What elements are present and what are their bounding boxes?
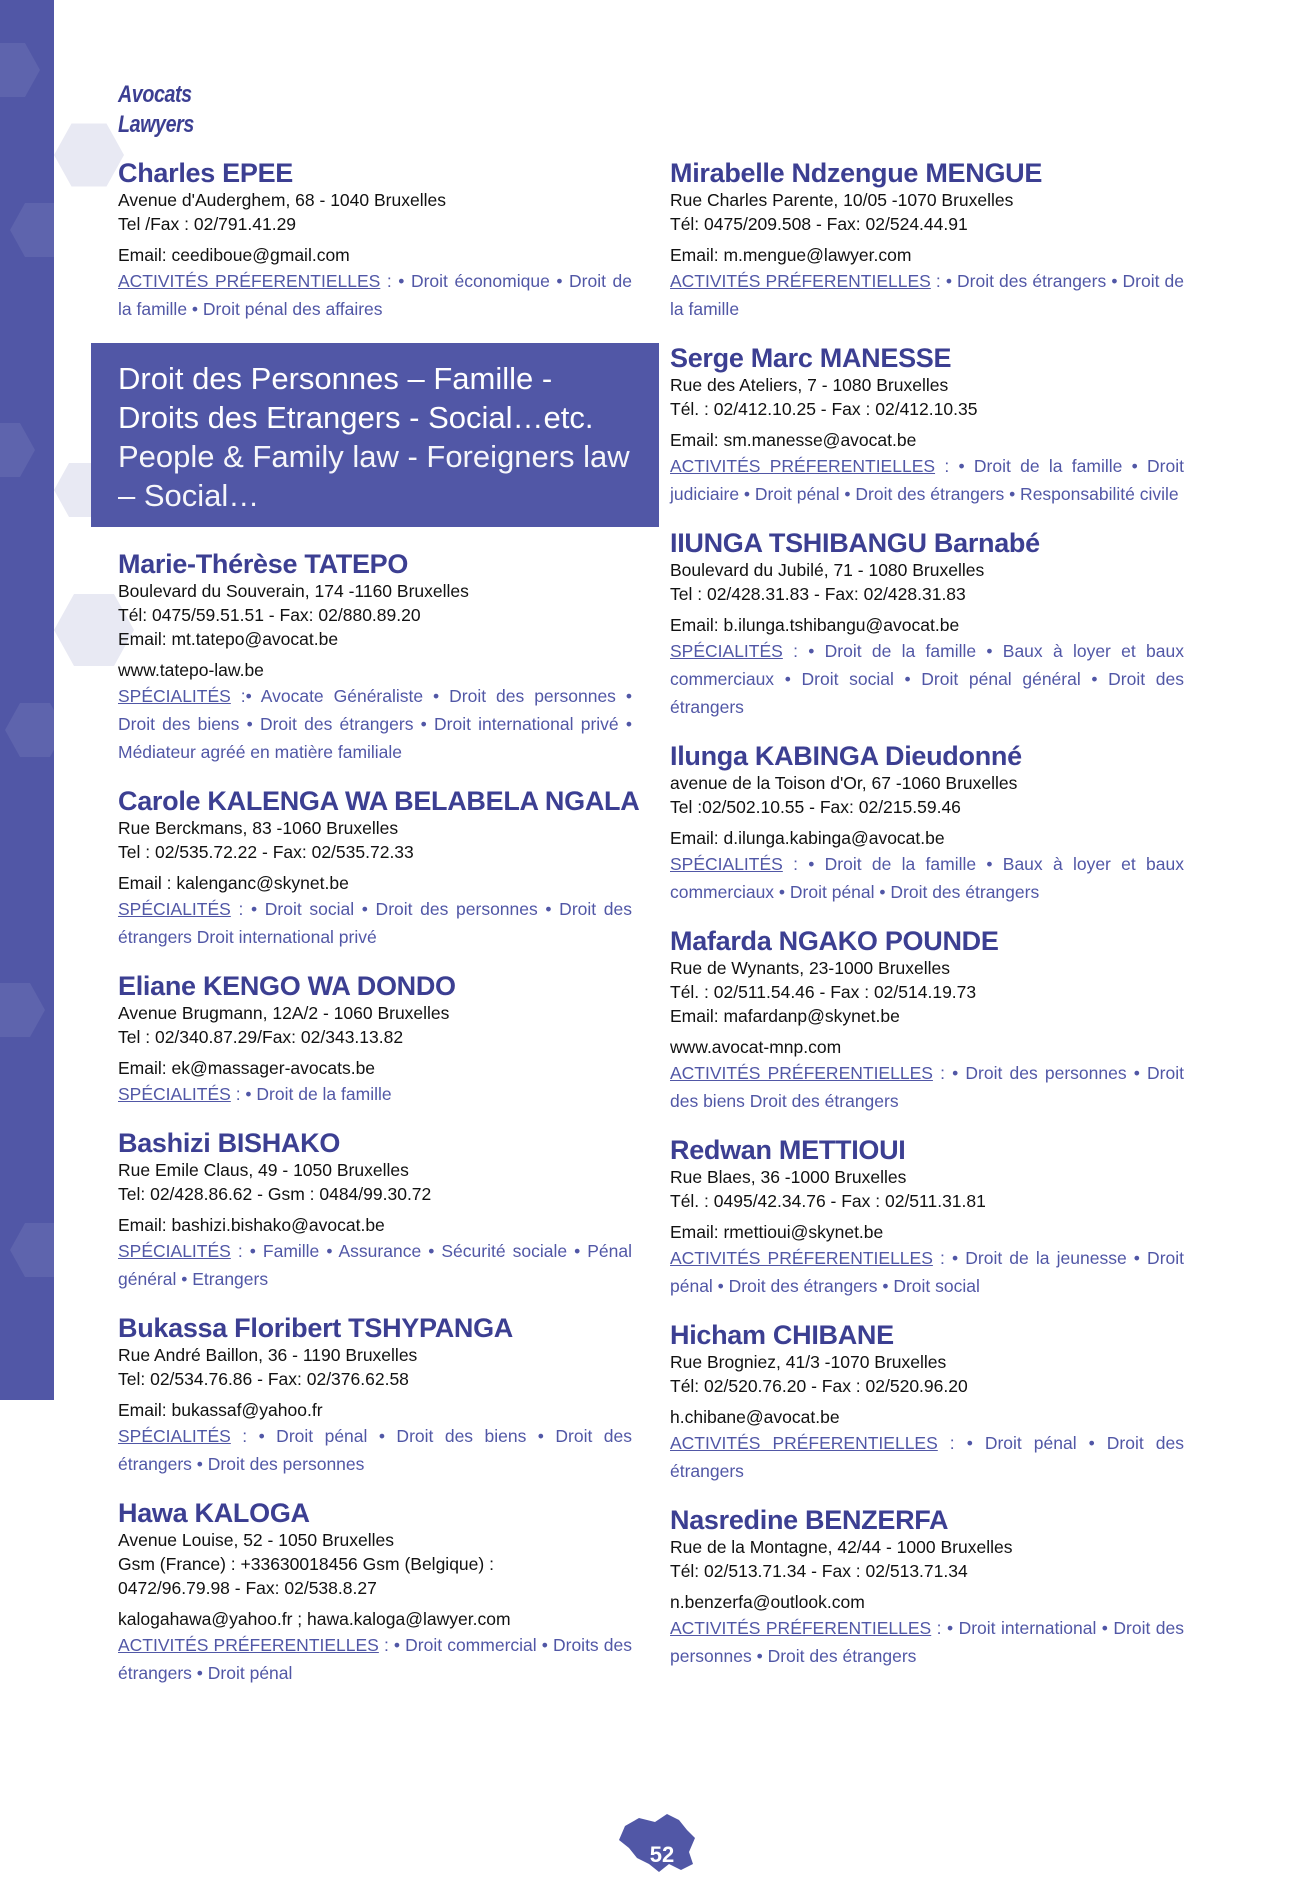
contact-line: Gsm (France) : +33630018456 Gsm (Belgique) :	[118, 1554, 494, 1574]
contact-line: Email: ceediboue@gmail.com	[118, 245, 350, 265]
contact-line: Tél. : 02/412.10.25 - Fax : 02/412.10.35	[670, 399, 978, 419]
contact-line: Email : kalenganc@skynet.be	[118, 873, 349, 893]
contact-line: Email: ek@massager-avocats.be	[118, 1058, 376, 1078]
banner-title-french: Droit des Personnes – Famille - Droits des Etrangers - Social…etc.	[118, 361, 594, 435]
contact-line: Tel /Fax : 02/791.41.29	[118, 214, 297, 234]
specialties-text: : • Droit de la famille • Baux à loyer et baux commerciaux • Droit pénal • Droit des étrangers	[670, 854, 1184, 902]
contact-line: Rue André Baillon, 36 - 1190 Bruxelles	[118, 1345, 418, 1365]
specialties-label: ACTIVITÉS PRÉFERENTIELLES	[118, 271, 381, 291]
specialties	[118, 1237, 632, 1293]
lawyer-name: Ilunga KABINGA Dieudonné	[670, 741, 1022, 771]
specialties-label: SPÉCIALITÉS	[118, 686, 231, 706]
contact-line: Tél. : 0495/42.34.76 - Fax : 02/511.31.81	[670, 1191, 986, 1211]
contact-line: Tél: 0475/59.51.51 - Fax: 02/880.89.20	[118, 605, 421, 625]
contact-line: Boulevard du Jubilé, 71 - 1080 Bruxelles	[670, 560, 985, 580]
specialties	[670, 637, 1184, 721]
specialties-label: SPÉCIALITÉS	[670, 854, 783, 874]
lawyer-name: Nasredine BENZERFA	[670, 1505, 949, 1535]
specialties	[118, 1080, 632, 1108]
contact-line: Tél: 02/520.76.20 - Fax : 02/520.96.20	[670, 1376, 968, 1396]
contact-line: Email: rmettioui@skynet.be	[670, 1222, 884, 1242]
lawyer-entry	[670, 741, 1184, 906]
contact-line: Rue de Wynants, 23-1000 Bruxelles	[670, 958, 950, 978]
contact-line: Email: bashizi.bishako@avocat.be	[118, 1215, 385, 1235]
lawyer-name: Redwan METTIOUI	[670, 1135, 906, 1165]
lawyer-entry	[118, 1128, 632, 1293]
contact-line: Rue Emile Claus, 49 - 1050 Bruxelles	[118, 1160, 409, 1180]
specialties	[670, 267, 1184, 323]
specialties-label: ACTIVITÉS PRÉFERENTIELLES	[670, 1248, 933, 1268]
specialties	[118, 1631, 632, 1687]
contact-line: Tel : 02/340.87.29/Fax: 02/343.13.82	[118, 1027, 404, 1047]
specialties-text: : • Droit pénal • Droit des étrangers	[670, 1433, 1184, 1481]
background-hexagon	[54, 120, 124, 190]
specialties-text: : • Droit social • Droit des personnes • Droit des étrangers Droit international privé	[118, 899, 632, 947]
contact-line: www.avocat-mnp.com	[670, 1037, 842, 1057]
contact-line: Email: b.ilunga.tshibangu@avocat.be	[670, 615, 960, 635]
lawyer-entry	[670, 1320, 1184, 1485]
specialties	[670, 1059, 1184, 1115]
specialties	[118, 895, 632, 951]
contact-line: Rue des Ateliers, 7 - 1080 Bruxelles	[670, 375, 949, 395]
specialties	[118, 682, 632, 766]
contact-line: Rue Charles Parente, 10/05 -1070 Bruxelles	[670, 190, 1014, 210]
contact-line: avenue de la Toison d'Or, 67 -1060 Bruxelles	[670, 773, 1018, 793]
lawyer-name: Charles EPEE	[118, 158, 293, 188]
specialties	[670, 850, 1184, 906]
lawyer-name: Bukassa Floribert TSHYPANGA	[118, 1313, 513, 1343]
lawyer-entry	[118, 971, 632, 1108]
specialties-text: : • Droit pénal • Droit des biens • Droit des étrangers • Droit des personnes	[118, 1426, 632, 1474]
right-column	[670, 158, 1184, 1690]
specialties-text: : • Droit de la famille	[230, 1084, 392, 1104]
contact-line: 0472/96.79.98 - Fax: 02/538.8.27	[118, 1578, 377, 1598]
section-title-english: Lawyers	[118, 111, 194, 138]
left-column	[118, 158, 640, 1707]
specialties-label: SPÉCIALITÉS	[118, 1241, 231, 1261]
lawyer-entry	[118, 549, 632, 766]
lawyer-entry	[118, 786, 640, 951]
contact-line: Email: m.mengue@lawyer.com	[670, 245, 912, 265]
section-title-french: Avocats	[118, 81, 192, 108]
contact-line: h.chibane@avocat.be	[670, 1407, 840, 1427]
lawyer-name: Eliane KENGO WA DONDO	[118, 971, 456, 1001]
specialties-text: : • Droit des étrangers • Droit de la famille	[670, 271, 1184, 319]
contact-line: Tél: 0475/209.508 - Fax: 02/524.44.91	[670, 214, 968, 234]
lawyer-entry	[670, 1135, 1184, 1300]
specialties-label: ACTIVITÉS PRÉFERENTIELLES	[670, 456, 936, 476]
contact-line: Rue Brogniez, 41/3 -1070 Bruxelles	[670, 1352, 947, 1372]
contact-line: Boulevard du Souverain, 174 -1160 Bruxelles	[118, 581, 469, 601]
specialties-label: ACTIVITÉS PRÉFERENTIELLES	[118, 1635, 379, 1655]
lawyer-name: Bashizi BISHAKO	[118, 1128, 341, 1158]
specialties-label: ACTIVITÉS PRÉFERENTIELLES	[670, 1433, 938, 1453]
lawyer-entry	[670, 528, 1184, 721]
specialties	[670, 452, 1184, 508]
contact-line: Rue Berckmans, 83 -1060 Bruxelles	[118, 818, 399, 838]
lawyer-name: Hawa KALOGA	[118, 1498, 310, 1528]
specialties	[670, 1244, 1184, 1300]
specialties	[670, 1614, 1184, 1670]
lawyer-entry	[118, 1498, 632, 1687]
specialties-text: :• Avocate Généraliste • Droit des personnes • Droit des biens • Droit des étrangers • Droit international privé • Médiateur agréé en matière familiale	[118, 686, 632, 762]
contact-line: Tél. : 02/511.54.46 - Fax : 02/514.19.73	[670, 982, 977, 1002]
contact-line: www.tatepo-law.be	[118, 660, 264, 680]
specialties-text: : • Droit de la jeunesse • Droit pénal • Droit des étrangers • Droit social	[670, 1248, 1185, 1296]
specialties-label: ACTIVITÉS PRÉFERENTIELLES	[670, 1063, 933, 1083]
category-banner	[91, 343, 659, 527]
banner-title-english: People & Family law - Foreigners law – Social…	[118, 439, 630, 513]
specialties-text: : • Famille • Assurance • Sécurité sociale • Pénal général • Etrangers	[118, 1241, 632, 1289]
specialties	[118, 1422, 632, 1478]
contact-line: Email: mt.tatepo@avocat.be	[118, 629, 339, 649]
specialties-label: SPÉCIALITÉS	[118, 1426, 231, 1446]
contact-line: Rue de la Montagne, 42/44 - 1000 Bruxelles	[670, 1537, 1013, 1557]
lawyer-entry	[670, 1505, 1184, 1670]
contact-line: Avenue Brugmann, 12A/2 - 1060 Bruxelles	[118, 1003, 450, 1023]
specialties	[670, 1429, 1184, 1485]
specialties-text: : • Droit de la famille • Baux à loyer et baux commerciaux • Droit social • Droit pénal général • Droit des étrangers	[670, 641, 1184, 717]
lawyer-entry	[670, 926, 1184, 1115]
specialties	[118, 267, 632, 323]
specialties-text: : • Droit de la famille • Droit judiciaire • Droit pénal • Droit des étrangers • Responsabilité civile	[670, 456, 1184, 504]
side-decoration-band	[0, 0, 54, 1400]
contact-line: Tél: 02/513.71.34 - Fax : 02/513.71.34	[670, 1561, 968, 1581]
contact-line: Rue Blaes, 36 -1000 Bruxelles	[670, 1167, 907, 1187]
contact-line: kalogahawa@yahoo.fr ; hawa.kaloga@lawyer.com	[118, 1609, 511, 1629]
contact-line: Avenue d'Auderghem, 68 - 1040 Bruxelles	[118, 190, 446, 210]
specialties-text: : • Droit économique • Droit de la famille • Droit pénal des affaires	[118, 271, 632, 319]
lawyer-entry	[670, 343, 1184, 508]
specialties-text: : • Droit des personnes • Droit des biens Droit des étrangers	[670, 1063, 1184, 1111]
page-header	[118, 80, 211, 140]
contact-line: Tel : 02/535.72.22 - Fax: 02/535.72.33	[118, 842, 414, 862]
lawyer-entry	[118, 1313, 632, 1478]
specialties-text: : • Droit commercial • Droits des étrangers • Droit pénal	[118, 1635, 632, 1683]
contact-line: Email: d.ilunga.kabinga@avocat.be	[670, 828, 945, 848]
lawyer-name: Mafarda NGAKO POUNDE	[670, 926, 999, 956]
lawyer-name: IIUNGA TSHIBANGU Barnabé	[670, 528, 1040, 558]
specialties-label: SPÉCIALITÉS	[670, 641, 783, 661]
contact-line: Email: mafardanp@skynet.be	[670, 1006, 900, 1026]
contact-line: Tel :02/502.10.55 - Fax: 02/215.59.46	[670, 797, 961, 817]
specialties-label: ACTIVITÉS PRÉFERENTIELLES	[670, 1618, 932, 1638]
page-number: 52	[649, 1842, 675, 1867]
lawyer-entry	[670, 158, 1184, 323]
contact-line: Email: bukassaf@yahoo.fr	[118, 1400, 323, 1420]
lawyer-name: Marie-Thérèse TATEPO	[118, 549, 409, 579]
contact-line: Avenue Louise, 52 - 1050 Bruxelles	[118, 1530, 394, 1550]
specialties-label: ACTIVITÉS PRÉFERENTIELLES	[670, 271, 931, 291]
contact-line: Tel: 02/534.76.86 - Fax: 02/376.62.58	[118, 1369, 409, 1389]
contact-line: Email: sm.manesse@avocat.be	[670, 430, 917, 450]
contact-line: Tel: 02/428.86.62 - Gsm : 0484/99.30.72	[118, 1184, 432, 1204]
specialties-label: SPÉCIALITÉS	[118, 1084, 231, 1104]
lawyer-entry	[118, 158, 632, 323]
specialties-label: SPÉCIALITÉS	[118, 899, 231, 919]
lawyer-name: Mirabelle Ndzengue MENGUE	[670, 158, 1043, 188]
contact-line: n.benzerfa@outlook.com	[670, 1592, 865, 1612]
specialties-text: : • Droit international • Droit des personnes • Droit des étrangers	[670, 1618, 1184, 1666]
contact-line: Tel : 02/428.31.83 - Fax: 02/428.31.83	[670, 584, 966, 604]
lawyer-name: Hicham CHIBANE	[670, 1320, 894, 1350]
lawyer-name: Serge Marc MANESSE	[670, 343, 952, 373]
lawyer-name: Carole KALENGA WA BELABELA NGALA	[118, 786, 640, 816]
